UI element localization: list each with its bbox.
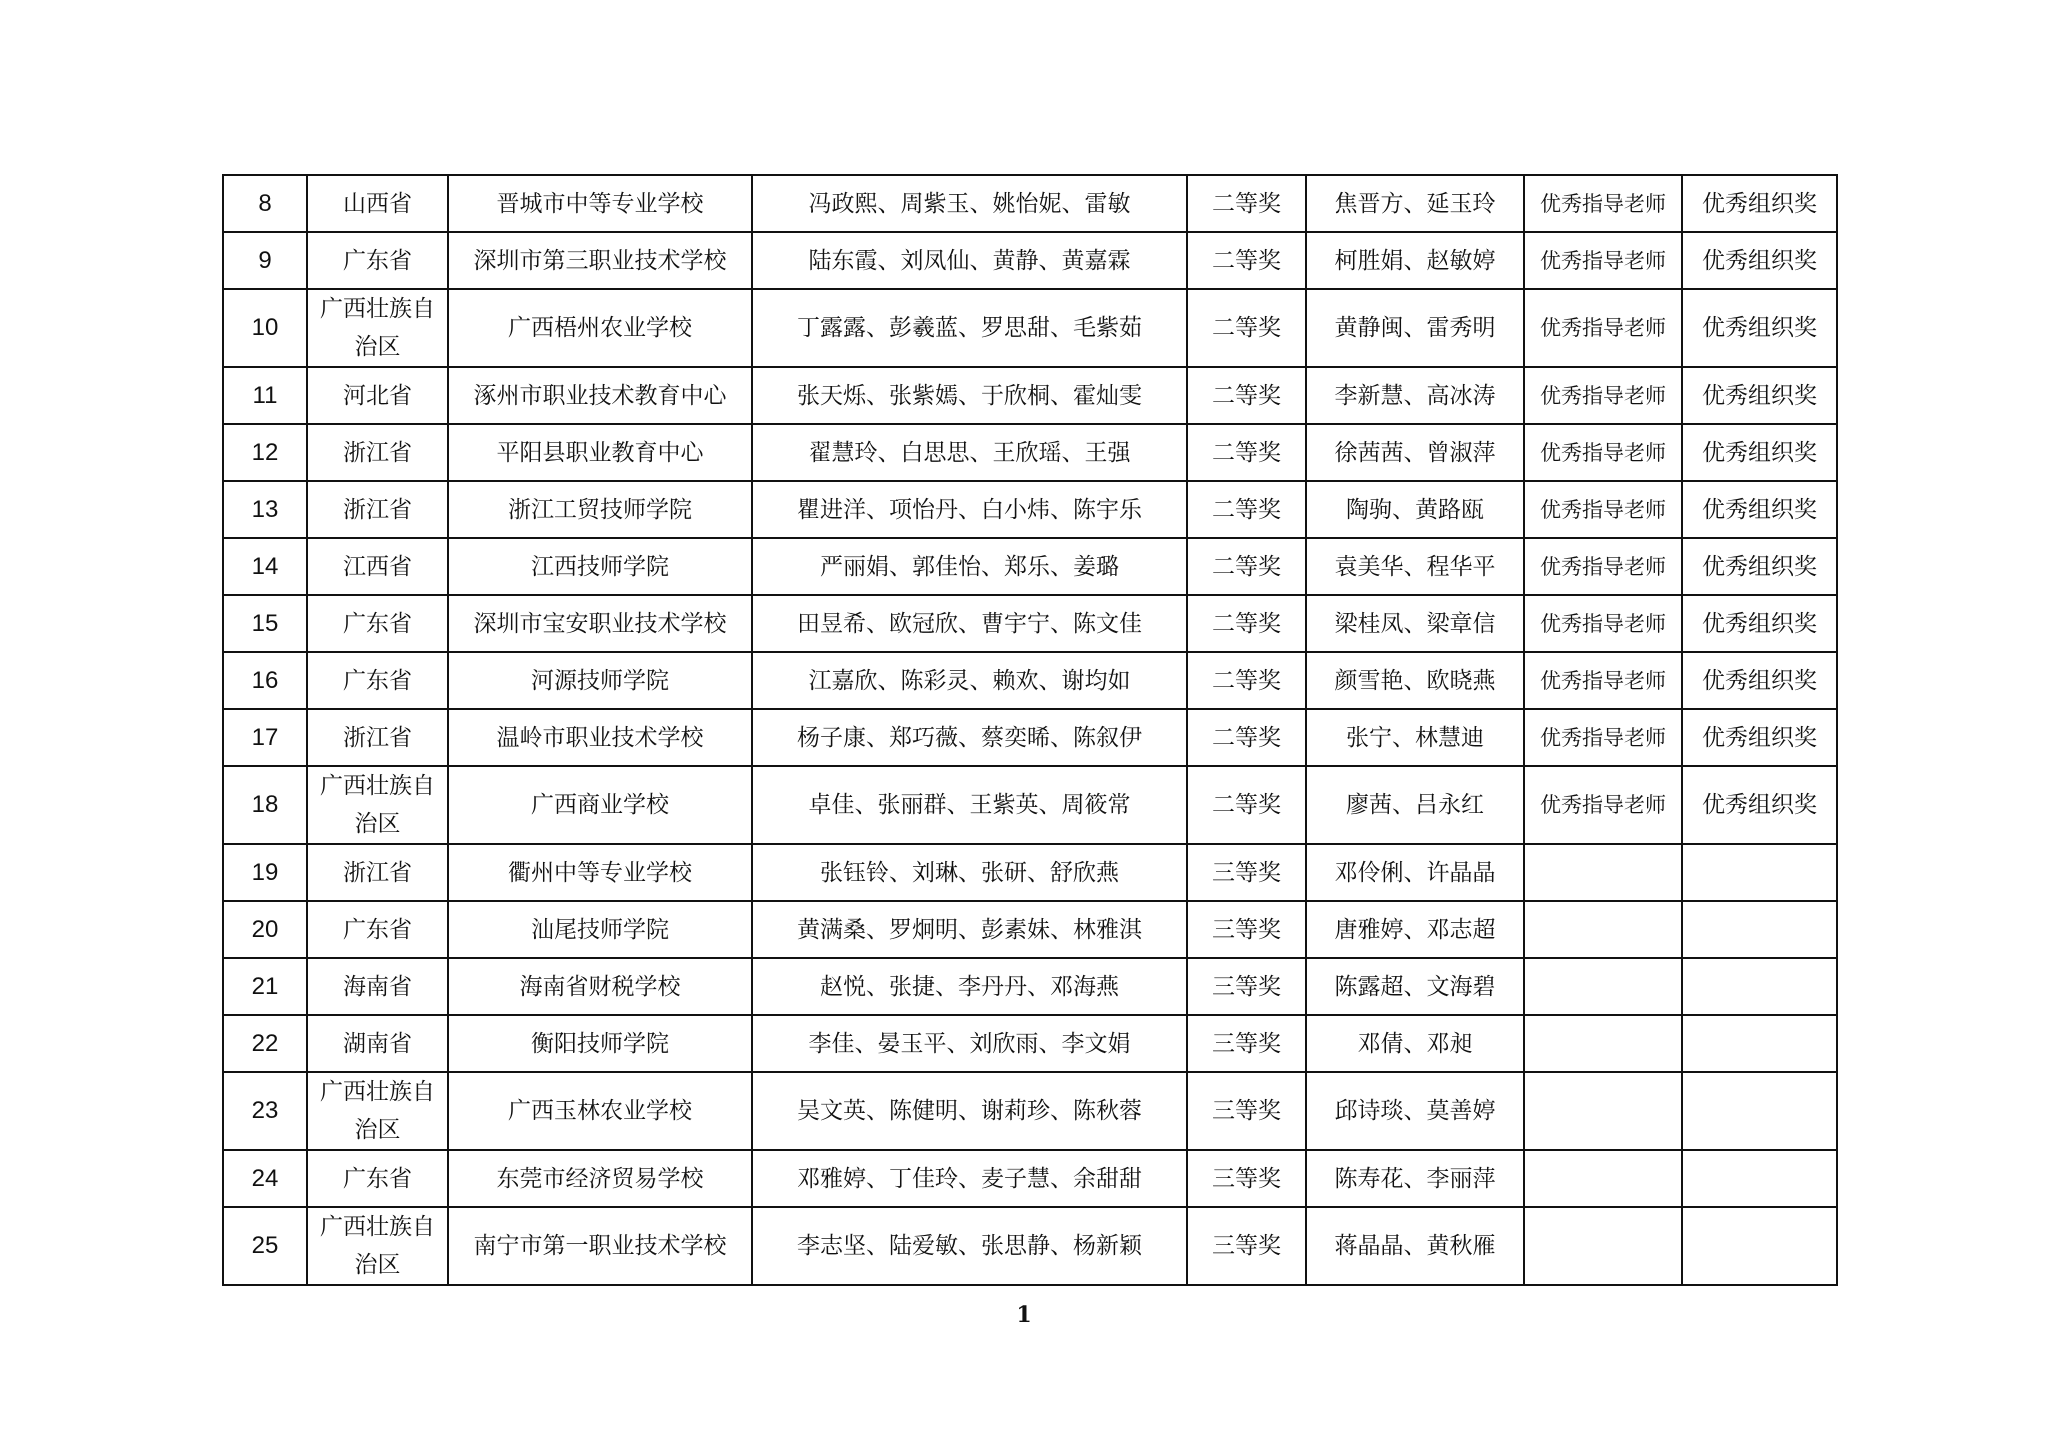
cell-organization-award: 优秀组织奖 — [1682, 481, 1837, 538]
cell-school: 衢州中等专业学校 — [448, 844, 752, 901]
cell-province: 广东省 — [307, 232, 448, 289]
cell-province: 广东省 — [307, 595, 448, 652]
cell-teacher-award: 优秀指导老师 — [1524, 538, 1682, 595]
cell-award: 三等奖 — [1187, 1015, 1306, 1072]
cell-number: 16 — [223, 652, 307, 709]
cell-teacher-award: 优秀指导老师 — [1524, 175, 1682, 232]
cell-school: 平阳县职业教育中心 — [448, 424, 752, 481]
cell-organization-award: 优秀组织奖 — [1682, 232, 1837, 289]
cell-award: 二等奖 — [1187, 289, 1306, 367]
cell-province: 浙江省 — [307, 424, 448, 481]
cell-number: 25 — [223, 1207, 307, 1285]
cell-school: 南宁市第一职业技术学校 — [448, 1207, 752, 1285]
cell-organization-award: 优秀组织奖 — [1682, 367, 1837, 424]
cell-teachers: 蒋晶晶、黄秋雁 — [1306, 1207, 1524, 1285]
cell-students: 张天烁、张紫嫣、于欣桐、霍灿雯 — [752, 367, 1187, 424]
cell-province: 浙江省 — [307, 844, 448, 901]
cell-province: 广东省 — [307, 901, 448, 958]
cell-organization-award: 优秀组织奖 — [1682, 289, 1837, 367]
table-row — [223, 289, 1837, 367]
cell-province: 海南省 — [307, 958, 448, 1015]
table-row — [223, 175, 1837, 232]
cell-school: 衡阳技师学院 — [448, 1015, 752, 1072]
cell-province: 湖南省 — [307, 1015, 448, 1072]
cell-organization-award: 优秀组织奖 — [1682, 175, 1837, 232]
cell-school: 深圳市宝安职业技术学校 — [448, 595, 752, 652]
cell-teacher-award: 优秀指导老师 — [1524, 367, 1682, 424]
cell-students: 吴文英、陈健明、谢莉珍、陈秋蓉 — [752, 1072, 1187, 1150]
cell-students: 翟慧玲、白思思、王欣瑶、王强 — [752, 424, 1187, 481]
cell-teachers: 陶驹、黄路瓯 — [1306, 481, 1524, 538]
cell-students: 赵悦、张捷、李丹丹、邓海燕 — [752, 958, 1187, 1015]
table-row — [223, 766, 1837, 844]
table-row — [223, 538, 1837, 595]
cell-students: 冯政熙、周紫玉、姚怡妮、雷敏 — [752, 175, 1187, 232]
cell-school: 海南省财税学校 — [448, 958, 752, 1015]
cell-number: 15 — [223, 595, 307, 652]
cell-province: 广东省 — [307, 1150, 448, 1207]
cell-teachers: 李新慧、高冰涛 — [1306, 367, 1524, 424]
cell-teacher-award: 优秀指导老师 — [1524, 595, 1682, 652]
cell-number: 13 — [223, 481, 307, 538]
cell-award: 三等奖 — [1187, 901, 1306, 958]
cell-school: 涿州市职业技术教育中心 — [448, 367, 752, 424]
cell-teachers: 袁美华、程华平 — [1306, 538, 1524, 595]
cell-number: 12 — [223, 424, 307, 481]
table-row — [223, 709, 1837, 766]
cell-award: 二等奖 — [1187, 367, 1306, 424]
cell-teachers: 梁桂凤、梁章信 — [1306, 595, 1524, 652]
cell-students: 丁露露、彭羲蓝、罗思甜、毛紫茹 — [752, 289, 1187, 367]
cell-award: 三等奖 — [1187, 958, 1306, 1015]
cell-students: 李志坚、陆爱敏、张思静、杨新颖 — [752, 1207, 1187, 1285]
table-row — [223, 232, 1837, 289]
table-row — [223, 424, 1837, 481]
cell-students: 江嘉欣、陈彩灵、赖欢、谢均如 — [752, 652, 1187, 709]
cell-organization-award — [1682, 1015, 1837, 1072]
cell-number: 21 — [223, 958, 307, 1015]
cell-teachers: 唐雅婷、邓志超 — [1306, 901, 1524, 958]
cell-students: 陆东霞、刘凤仙、黄静、黄嘉霖 — [752, 232, 1187, 289]
cell-number: 23 — [223, 1072, 307, 1150]
cell-teachers: 邓倩、邓昶 — [1306, 1015, 1524, 1072]
cell-school: 河源技师学院 — [448, 652, 752, 709]
cell-award: 二等奖 — [1187, 481, 1306, 538]
cell-award: 三等奖 — [1187, 1207, 1306, 1285]
cell-school: 深圳市第三职业技术学校 — [448, 232, 752, 289]
cell-teacher-award: 优秀指导老师 — [1524, 289, 1682, 367]
cell-school: 温岭市职业技术学校 — [448, 709, 752, 766]
cell-teacher-award — [1524, 901, 1682, 958]
cell-number: 8 — [223, 175, 307, 232]
cell-province: 广西壮族自治区 — [307, 1072, 448, 1150]
cell-organization-award: 优秀组织奖 — [1682, 538, 1837, 595]
cell-teacher-award — [1524, 1072, 1682, 1150]
cell-school: 广西商业学校 — [448, 766, 752, 844]
cell-number: 10 — [223, 289, 307, 367]
cell-students: 严丽娟、郭佳怡、郑乐、姜璐 — [752, 538, 1187, 595]
cell-province: 浙江省 — [307, 709, 448, 766]
cell-students: 瞿进洋、项怡丹、白小炜、陈宇乐 — [752, 481, 1187, 538]
cell-students: 黄满桑、罗炯明、彭素妹、林雅淇 — [752, 901, 1187, 958]
cell-organization-award: 优秀组织奖 — [1682, 424, 1837, 481]
table-row — [223, 844, 1837, 901]
table-row — [223, 958, 1837, 1015]
cell-organization-award — [1682, 1150, 1837, 1207]
cell-province: 广西壮族自治区 — [307, 766, 448, 844]
cell-award: 二等奖 — [1187, 766, 1306, 844]
cell-award: 三等奖 — [1187, 1072, 1306, 1150]
cell-teachers: 陈露超、文海碧 — [1306, 958, 1524, 1015]
cell-province: 广西壮族自治区 — [307, 289, 448, 367]
cell-organization-award: 优秀组织奖 — [1682, 709, 1837, 766]
table-row — [223, 652, 1837, 709]
table-body — [223, 175, 1837, 1285]
cell-teacher-award: 优秀指导老师 — [1524, 481, 1682, 538]
cell-organization-award — [1682, 958, 1837, 1015]
cell-province: 江西省 — [307, 538, 448, 595]
cell-award: 三等奖 — [1187, 1150, 1306, 1207]
cell-organization-award — [1682, 844, 1837, 901]
cell-school: 广西梧州农业学校 — [448, 289, 752, 367]
cell-number: 17 — [223, 709, 307, 766]
cell-number: 19 — [223, 844, 307, 901]
table-row — [223, 901, 1837, 958]
cell-award: 二等奖 — [1187, 538, 1306, 595]
cell-students: 杨子康、郑巧薇、蔡奕晞、陈叙伊 — [752, 709, 1187, 766]
cell-school: 晋城市中等专业学校 — [448, 175, 752, 232]
cell-students: 李佳、晏玉平、刘欣雨、李文娟 — [752, 1015, 1187, 1072]
cell-organization-award — [1682, 1207, 1837, 1285]
cell-teacher-award: 优秀指导老师 — [1524, 709, 1682, 766]
cell-teachers: 柯胜娟、赵敏婷 — [1306, 232, 1524, 289]
cell-province: 河北省 — [307, 367, 448, 424]
cell-teachers: 黄静闽、雷秀明 — [1306, 289, 1524, 367]
cell-number: 11 — [223, 367, 307, 424]
cell-teacher-award: 优秀指导老师 — [1524, 424, 1682, 481]
table-row — [223, 1150, 1837, 1207]
cell-teachers: 焦晋方、延玉玲 — [1306, 175, 1524, 232]
table-row — [223, 1072, 1837, 1150]
cell-organization-award — [1682, 901, 1837, 958]
cell-school: 广西玉林农业学校 — [448, 1072, 752, 1150]
cell-number: 20 — [223, 901, 307, 958]
cell-school: 东莞市经济贸易学校 — [448, 1150, 752, 1207]
cell-teachers: 邓伶俐、许晶晶 — [1306, 844, 1524, 901]
cell-award: 二等奖 — [1187, 175, 1306, 232]
cell-school: 浙江工贸技师学院 — [448, 481, 752, 538]
cell-award: 二等奖 — [1187, 424, 1306, 481]
cell-award: 二等奖 — [1187, 709, 1306, 766]
cell-province: 广西壮族自治区 — [307, 1207, 448, 1285]
page-number: 1 — [1016, 1302, 1032, 1328]
cell-teachers: 邱诗琰、莫善婷 — [1306, 1072, 1524, 1150]
cell-teachers: 廖茜、吕永红 — [1306, 766, 1524, 844]
cell-teachers: 陈寿花、李丽萍 — [1306, 1150, 1524, 1207]
cell-teacher-award — [1524, 1150, 1682, 1207]
cell-teacher-award: 优秀指导老师 — [1524, 766, 1682, 844]
cell-teacher-award: 优秀指导老师 — [1524, 232, 1682, 289]
table-row — [223, 1015, 1837, 1072]
cell-students: 田昱希、欧冠欣、曹宇宁、陈文佳 — [752, 595, 1187, 652]
cell-school: 江西技师学院 — [448, 538, 752, 595]
cell-award: 三等奖 — [1187, 844, 1306, 901]
table-row — [223, 1207, 1837, 1285]
cell-number: 24 — [223, 1150, 307, 1207]
cell-number: 22 — [223, 1015, 307, 1072]
cell-province: 浙江省 — [307, 481, 448, 538]
cell-award: 二等奖 — [1187, 652, 1306, 709]
cell-province: 山西省 — [307, 175, 448, 232]
cell-teachers: 张宁、林慧迪 — [1306, 709, 1524, 766]
cell-teacher-award — [1524, 958, 1682, 1015]
cell-teachers: 颜雪艳、欧晓燕 — [1306, 652, 1524, 709]
cell-school: 汕尾技师学院 — [448, 901, 752, 958]
cell-number: 14 — [223, 538, 307, 595]
cell-number: 18 — [223, 766, 307, 844]
cell-province: 广东省 — [307, 652, 448, 709]
cell-students: 卓佳、张丽群、王紫英、周筱常 — [752, 766, 1187, 844]
cell-teacher-award: 优秀指导老师 — [1524, 652, 1682, 709]
cell-organization-award — [1682, 1072, 1837, 1150]
cell-organization-award: 优秀组织奖 — [1682, 652, 1837, 709]
cell-students: 邓雅婷、丁佳玲、麦子慧、余甜甜 — [752, 1150, 1187, 1207]
cell-award: 二等奖 — [1187, 232, 1306, 289]
table-row — [223, 595, 1837, 652]
cell-organization-award: 优秀组织奖 — [1682, 766, 1837, 844]
cell-number: 9 — [223, 232, 307, 289]
cell-award: 二等奖 — [1187, 595, 1306, 652]
table-row — [223, 367, 1837, 424]
table-row — [223, 481, 1837, 538]
cell-organization-award: 优秀组织奖 — [1682, 595, 1837, 652]
cell-teacher-award — [1524, 844, 1682, 901]
cell-students: 张钰铃、刘琳、张研、舒欣燕 — [752, 844, 1187, 901]
awards-table — [222, 174, 1838, 1286]
cell-teacher-award — [1524, 1015, 1682, 1072]
cell-teachers: 徐茜茜、曾淑萍 — [1306, 424, 1524, 481]
cell-teacher-award — [1524, 1207, 1682, 1285]
